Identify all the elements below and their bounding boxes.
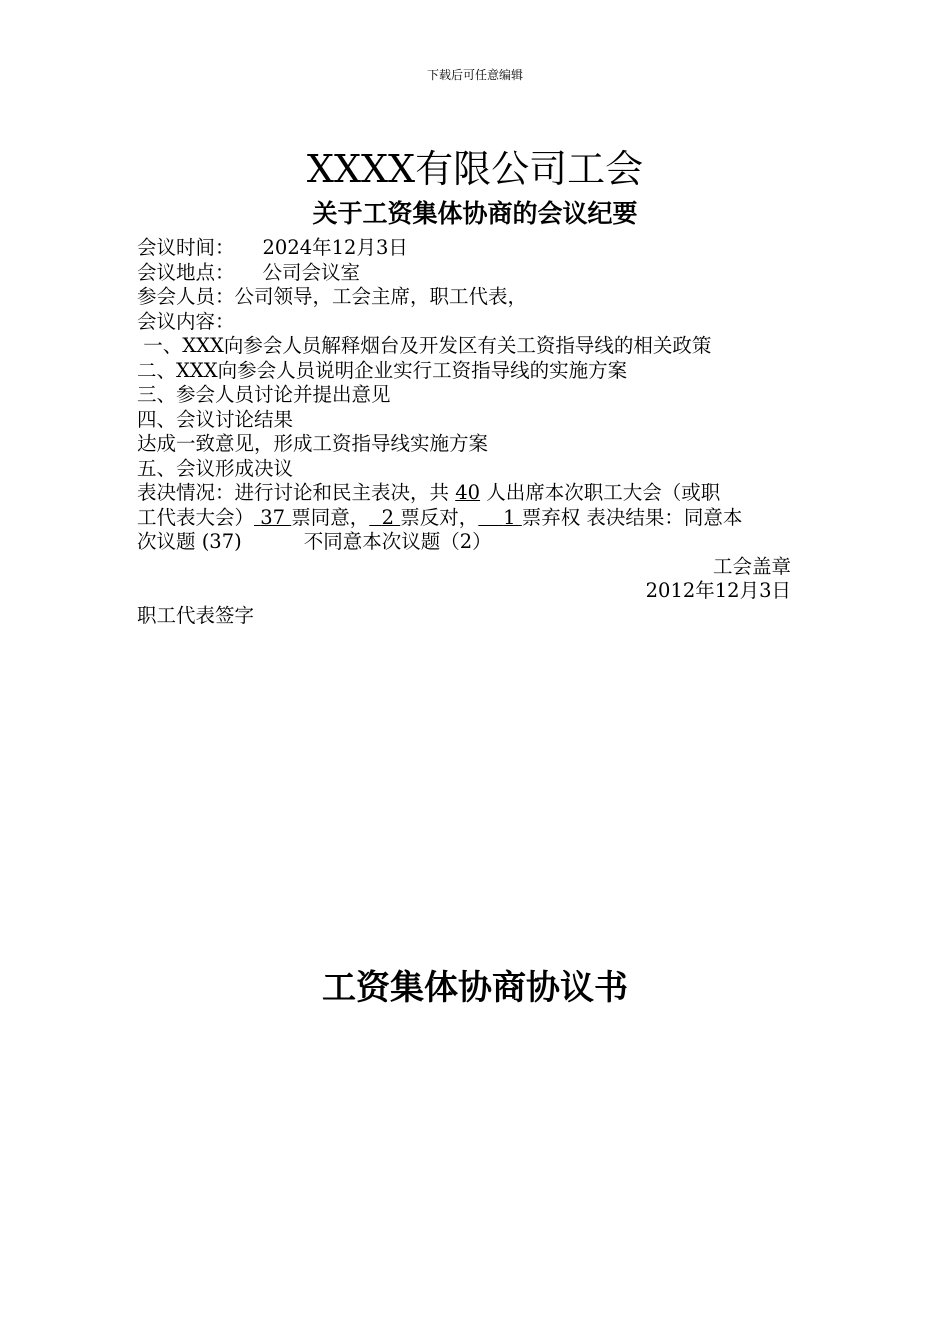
vote-line-3 (137, 530, 817, 555)
agenda-item: 三、参会人员讨论并提出意见 (137, 383, 391, 406)
meeting-place-value: 公司会议室 (262, 260, 361, 284)
vote-line-1 (137, 481, 817, 506)
vote-line-2 (137, 506, 817, 531)
vote-line2-a: 工代表大会） (137, 505, 255, 529)
meeting-time-value: 2024年12月3日 (262, 236, 408, 259)
signature-label: 职工代表签字 (137, 603, 255, 627)
attend-count: 40 (455, 481, 481, 504)
agenda-item: 五、会议形成决议 (137, 456, 294, 480)
vote-mid2: 票同意， (291, 505, 370, 529)
content-label: 会议内容： (137, 309, 235, 333)
agenda-item: 二、XXX向参会人员说明企业实行工资指导线的实施方案 (137, 358, 628, 382)
vote-line3-b: 不同意本次议题（2） (303, 530, 492, 553)
abstain-count: 1 (503, 505, 516, 529)
meeting-place-label: 会议地点： (137, 260, 235, 284)
agenda-item: 四、会议讨论结果 (137, 407, 294, 431)
agreement-title: 工资集体协商协议书 (322, 968, 628, 1008)
vote-mid4: 票弃权 表决结果：同意本 (521, 505, 743, 529)
agenda-item: 达成一致意见，形成工资指导线实施方案 (137, 432, 489, 455)
company-title: XXXX有限公司工会 (306, 147, 644, 191)
vote-prefix: 表决情况：进行讨论和民主表决，共 (137, 481, 450, 504)
meeting-place-line (137, 261, 817, 286)
vote-line3-a: 次议题 (37) (137, 530, 242, 553)
vote-mid3: 票反对， (400, 505, 479, 529)
vote-mid1: 人出席本次职工大会（或职 (486, 481, 721, 504)
agenda-item: 一、XXX向参会人员解释烟台及开发区有关工资指导线的相关政策 (137, 334, 712, 357)
agree-count: 37 (260, 505, 286, 529)
meeting-time-line (137, 236, 817, 261)
minutes-body (137, 236, 817, 628)
oppose-count: 2 (381, 505, 395, 529)
header-note: 下载后可任意编辑 (426, 68, 523, 82)
meeting-time-label: 会议时间： (137, 236, 235, 259)
seal-date: 2012年12月3日 (645, 579, 791, 602)
seal-text: 工会盖章 (712, 554, 791, 578)
minutes-title: 关于工资集体协商的会议纪要 (312, 199, 638, 228)
attendees-line: 参会人员：公司领导，工会主席，职工代表， (137, 285, 528, 308)
